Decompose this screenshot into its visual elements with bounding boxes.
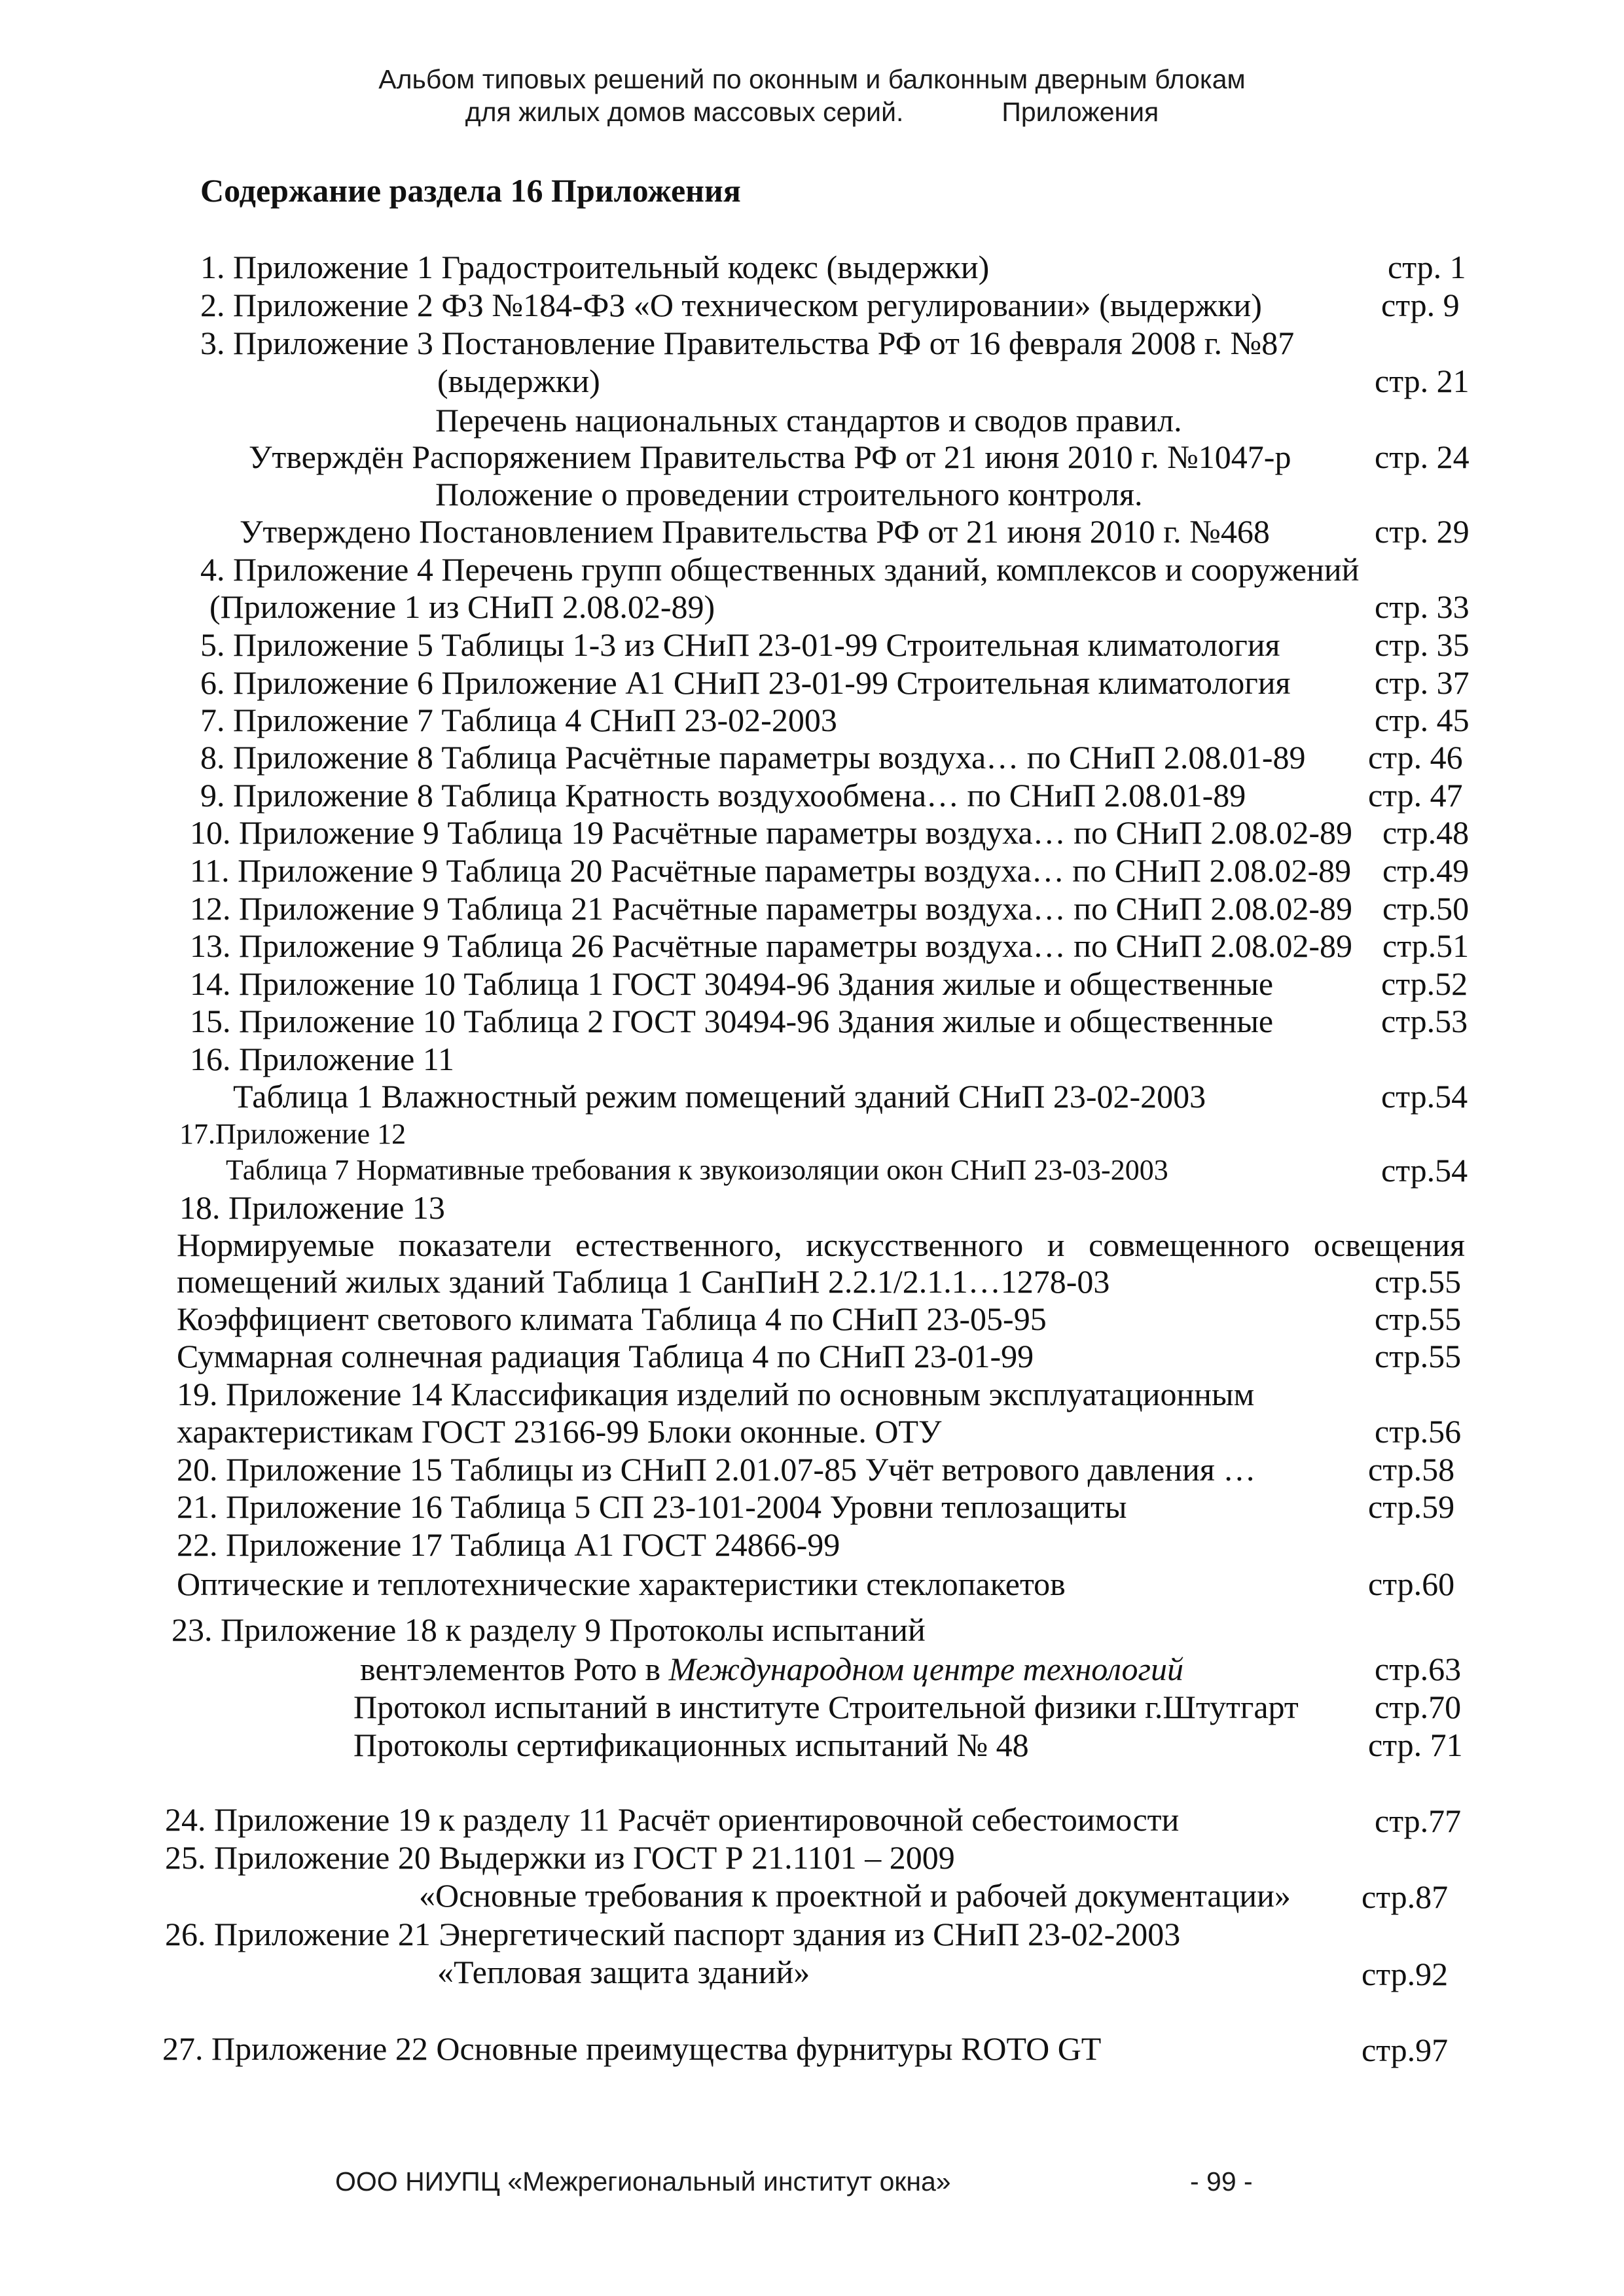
page-number: - 99 - [1190,2166,1253,2197]
toc-entry-16-text: 16. Приложение 11 [190,1041,455,1077]
toc-entry-5-page: стр. 35 [1375,626,1470,663]
toc-entry-18-light-climate: Коэффициент светового климата Таблица 4 по СНиП 23-05-95 [177,1300,1047,1337]
toc-entry-10-page: стр.48 [1382,814,1470,851]
toc-entry-15-text: 15. Приложение 10 Таблица 2 ГОСТ 30494-96 Здания жилые и общественные [190,1003,1274,1039]
toc-entry-14-page: стр.52 [1381,965,1468,1002]
toc-entry-23-cert-page: стр. 71 [1368,1727,1463,1763]
toc-entry-18-solar-page: стр.55 [1375,1338,1462,1374]
toc-entry-2-text: 2. Приложение 2 ФЗ №184-ФЗ «О техническом регулировании» (выдержки) [200,287,1262,323]
toc-entry-3-text: 3. Приложение 3 Постановление Правительства РФ от 16 февраля 2008 г. №87 [200,325,1295,361]
running-header-subtitle: для жилых домов массовых серий. [465,97,904,127]
toc-entry-9-text: 9. Приложение 8 Таблица Кратность воздухообмена… по СНиП 2.08.01-89 [200,777,1246,814]
toc-entry-22-page: стр.60 [1368,1566,1455,1602]
toc-entry-3-page: стр. 21 [1375,363,1470,399]
toc-entry-3b-title: Перечень национальных стандартов и сводов правил. [435,402,1182,439]
toc-entry-22-text: 22. Приложение 17 Таблица А1 ГОСТ 24866-99 [177,1526,840,1563]
toc-entry-23-vent-label: вентэлементов Рото в [360,1651,669,1687]
toc-entry-23-cert: Протоколы сертификационных испытаний № 48 [353,1727,1029,1763]
toc-entry-3c-text: Утверждено Постановлением Правительства РФ от 21 июня 2010 г. №468 [240,513,1270,550]
toc-entry-21-text: 21. Приложение 16 Таблица 5 СП 23-101-2004 Уровни теплозащиты [177,1488,1127,1525]
footer-organization: ООО НИУПЦ «Межрегиональный институт окна» [335,2166,951,2197]
toc-entry-19-text: 19. Приложение 14 Классификация изделий по основным эксплуатационным [177,1376,1255,1412]
running-header-section: Приложения [1001,97,1159,127]
toc-entry-25-page: стр.87 [1362,1878,1449,1915]
toc-entry-8-text: 8. Приложение 8 Таблица Расчётные параметры воздуха… по СНиП 2.08.01-89 [200,739,1306,776]
toc-entry-12-page: стр.50 [1382,890,1470,927]
toc-entry-14-text: 14. Приложение 10 Таблица 1 ГОСТ 30494-96 Здания жилые и общественные [190,965,1274,1002]
toc-entry-12-text: 12. Приложение 9 Таблица 21 Расчётные параметры воздуха… по СНиП 2.08.02-89 [190,890,1352,927]
toc-entry-7-text: 7. Приложение 7 Таблица 4 СНиП 23-02-2003 [200,702,837,738]
toc-entry-17-page: стр.54 [1381,1152,1468,1189]
toc-entry-10-text: 10. Приложение 9 Таблица 19 Расчётные параметры воздуха… по СНиП 2.08.02-89 [190,814,1352,851]
toc-entry-18-solar: Суммарная солнечная радиация Таблица 4 по СНиП 23-01-99 [177,1338,1034,1374]
toc-entry-18-light-climate-page: стр.55 [1375,1300,1462,1337]
toc-entry-4-text: 4. Приложение 4 Перечень групп общественных зданий, комплексов и сооружений [200,551,1360,588]
toc-entry-24-text: 24. Приложение 19 к разделу 11 Расчёт ориентировочной себестоимости [165,1801,1180,1838]
toc-entry-13-page: стр.51 [1382,927,1470,964]
toc-entry-3b-page: стр. 24 [1375,439,1470,475]
toc-entry-26-page: стр.92 [1362,1956,1449,1992]
toc-entry-20-page: стр.58 [1368,1451,1455,1488]
toc-entry-11-page: стр.49 [1382,852,1470,889]
toc-entry-26-sub: «Тепловая защита зданий» [437,1954,810,1990]
toc-entry-3-sub: (выдержки) [437,363,600,399]
toc-entry-9-page: стр. 47 [1368,777,1463,814]
toc-entry-8-page: стр. 46 [1368,739,1463,776]
toc-entry-18-page: стр.55 [1375,1263,1462,1300]
toc-entry-6-text: 6. Приложение 6 Приложение А1 СНиП 23-01-99 Строительная климатология [200,664,1291,701]
toc-entry-25-sub: «Основные требования к проектной и рабочей документации» [419,1877,1291,1914]
running-header-line2 [0,97,1624,128]
toc-entry-23-vent [360,1649,1183,1689]
toc-entry-17-sub: Таблица 7 Нормативные требования к звукоизоляции окон СНиП 23-03-2003 [226,1154,1168,1186]
toc-entry-4-sub: (Приложение 1 из СНиП 2.08.02-89) [209,588,715,625]
toc-entry-23-stuttgart: Протокол испытаний в институте Строительной физики г.Штутгарт [353,1689,1299,1725]
toc-entry-19-page: стр.56 [1375,1413,1462,1450]
toc-entry-22-sub: Оптические и теплотехнические характеристики стеклопакетов [177,1566,1066,1602]
toc-entry-24-page: стр.77 [1375,1803,1462,1839]
toc-entry-2-page: стр. 9 [1381,287,1460,323]
toc-entry-3c-page: стр. 29 [1375,513,1470,550]
toc-entry-23-text: 23. Приложение 18 к разделу 9 Протоколы испытаний [171,1611,926,1648]
toc-entry-23-vent-page: стр.63 [1375,1651,1462,1687]
toc-entry-27-text: 27. Приложение 22 Основные преимущества фурнитуры ROTO GT [162,2030,1102,2067]
toc-entry-7-page: стр. 45 [1375,702,1470,738]
toc-entry-25-text: 25. Приложение 20 Выдержки из ГОСТ Р 21.1101 – 2009 [165,1839,955,1876]
toc-entry-16-sub: Таблица 1 Влажностный режим помещений зданий СНиП 23-02-2003 [233,1078,1206,1115]
toc-entry-18-text: 18. Приложение 13 [179,1189,445,1226]
toc-entry-13-text: 13. Приложение 9 Таблица 26 Расчётные параметры воздуха… по СНиП 2.08.02-89 [190,927,1352,964]
toc-entry-18-desc2: помещений жилых зданий Таблица 1 СанПиН 2.2.1/2.1.1…1278-03 [177,1263,1110,1300]
toc-entry-5-text: 5. Приложение 5 Таблицы 1-3 из СНиП 23-01-99 Строительная климатология [200,626,1280,663]
toc-entry-17-text: 17.Приложение 12 [179,1118,406,1150]
toc-entry-19-sub: характеристикам ГОСТ 23166-99 Блоки оконные. ОТУ [177,1413,942,1450]
running-header-line1: Альбом типовых решений по оконным и балконным дверным блокам [378,64,1246,94]
toc-entry-27-page: стр.97 [1362,2032,1449,2068]
toc-entry-15-page: стр.53 [1381,1003,1468,1039]
toc-entry-3b-text: Утверждён Распоряжением Правительства РФ от 21 июня 2010 г. №1047-р [249,439,1291,475]
toc-entry-3c-title: Положение о проведении строительного контроля. [435,476,1143,512]
toc-entry-26-text: 26. Приложение 21 Энергетический паспорт здания из СНиП 23-02-2003 [165,1916,1181,1952]
section-title: Содержание раздела 16 Приложения [200,172,741,209]
toc-entry-6-page: стр. 37 [1375,664,1470,701]
toc-entry-1-page: стр. 1 [1388,249,1466,285]
toc-entry-23-vent-center: Международном центре технологий [668,1651,1183,1687]
toc-entry-11-text: 11. Приложение 9 Таблица 20 Расчётные параметры воздуха… по СНиП 2.08.02-89 [190,852,1352,889]
toc-entry-23-stuttgart-page: стр.70 [1375,1689,1462,1725]
toc-entry-18-desc: Нормируемые показатели естественного, искусственного и совмещенного освещения [177,1227,1465,1263]
toc-entry-4-page: стр. 33 [1375,588,1470,625]
toc-entry-16-page: стр.54 [1381,1078,1468,1115]
toc-entry-20-text: 20. Приложение 15 Таблицы из СНиП 2.01.07-85 Учёт ветрового давления … [177,1451,1256,1488]
toc-entry-1-text: 1. Приложение 1 Градостроительный кодекс (выдержки) [200,249,990,285]
toc-entry-21-page: стр.59 [1368,1488,1455,1525]
